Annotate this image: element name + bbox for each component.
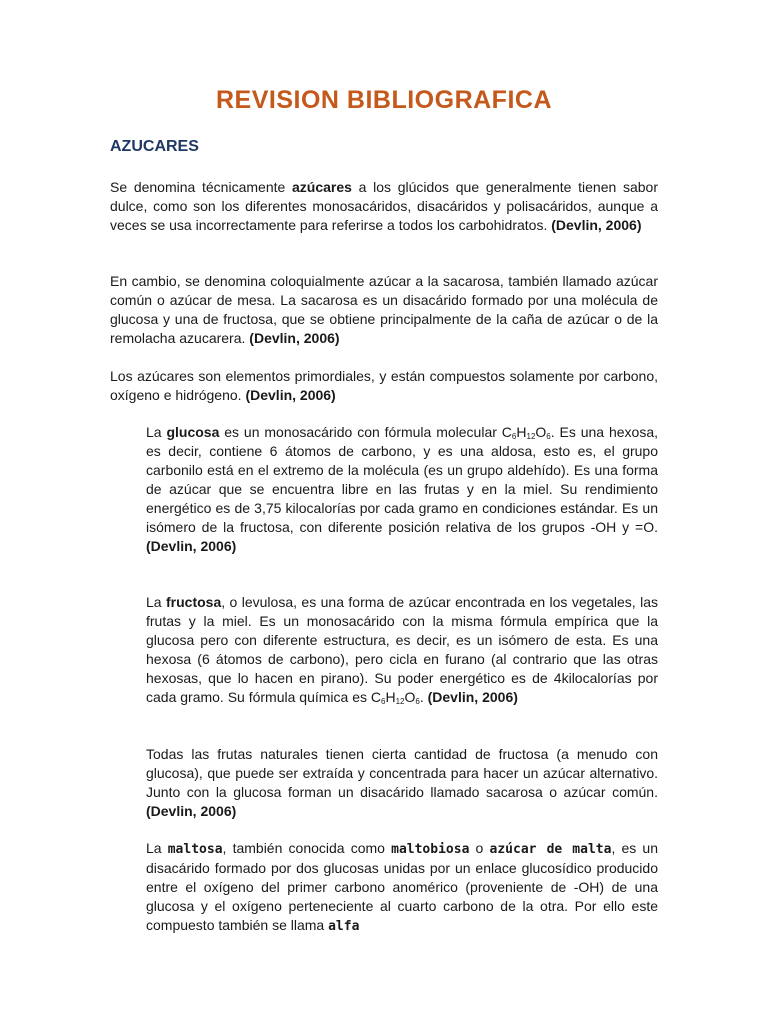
- paragraph-fructosa: La fructosa, o levulosa, es una forma de azúcar encontrada en los vegetales, las frutas y la miel. Es un monosacárido con la misma fórmula empírica que la glucosa pero con diferente estructura, es decir, es un isómero de esta. Es una hexosa (6 átomos de carbono), pero cicla en furano (al contrario que las otras hexosas, que lo hacen en pirano). Su poder energético es de 4kilocalorías por cada gramo. Su fórmula química es $C_6H_{12}O_6$. (Devlin, 2006): [146, 594, 658, 706]
- section-heading: AZUCARES: [110, 138, 199, 155]
- paragraph-elementos: Los azúcares son elementos primordiales, y están compuestos solamente por carbono, oxígeno e hidrógeno. (Devlin, 2006): [110, 368, 658, 403]
- paragraph-sacarosa: En cambio, se denomina coloquialmente azúcar a la sacarosa, también llamado azúcar común o azúcar de mesa. La sacarosa es un disacárido formado por una molécula de glucosa y una de fructosa, que se obtiene principalmente de la caña de azúcar o de la remolacha azucarera. (Devlin, 2006): [110, 273, 658, 346]
- citation: (Devlin, 2006): [427, 689, 518, 705]
- document-title: REVISION BIBLIOGRAFICA: [215, 86, 552, 114]
- paragraph-frutas: Todas las frutas naturales tienen cierta cantidad de fructosa (a menudo con glucosa), que puede ser extraída y concentrada para hacer un azúcar alternativo. Junto con la glucosa forman un disacárido llamado sacarosa o azúcar común. (Devlin, 2006): [146, 746, 658, 819]
- chemical-formula: $C_6H_{12}O_6$: [501, 424, 551, 441]
- citation: (Devlin, 2006): [146, 803, 237, 819]
- citation: (Devlin, 2006): [245, 387, 336, 403]
- paragraph-glucosa: La glucosa es un monosacárido con fórmula molecular $C_6H_{12}O_6$. Es una hexosa, es decir, contiene 6 átomos de carbono, y es una aldosa, esto es, el grupo carbonilo está en el extremo de la molécula (es un grupo aldehído). Es una forma de azúcar que se encuentra libre en las frutas y en la miel. Su rendimiento energético es de 3,75 kilocalorías por cada gramo en condiciones estándar. Es un isómero de la fructosa, con diferente posición relativa de los grupos -OH y =O. (Devlin, 2006): [146, 424, 659, 554]
- citation: (Devlin, 2006): [146, 538, 237, 554]
- paragraph-maltosa: La maltosa, también conocida como maltobiosa o azúcar de malta, es un disacárido formado por dos glucosas unidas por un enlace glucosídico producido entre el oxígeno del primer carbono anomérico (proveniente de -OH) de una glucosa y el oxígeno perteneciente al cuarto carbono de la otra. Por ello este compuesto también se llama alfa: [146, 840, 659, 934]
- citation: (Devlin, 2006): [249, 330, 340, 346]
- paragraph-definition: Se denominа técnicamente azúcares a los glúcidos que generalmente tienen sabor dulce, como son los diferentes monosacáridos, disacáridos y polisacáridos, aunque a veces se usa incorrectamente para referirse a todos los carbohidratos. (Devlin, 2006): [110, 179, 658, 233]
- citation: (Devlin, 2006): [551, 217, 642, 233]
- chemical-formula: $C_6H_{12}O_6$: [370, 689, 420, 706]
